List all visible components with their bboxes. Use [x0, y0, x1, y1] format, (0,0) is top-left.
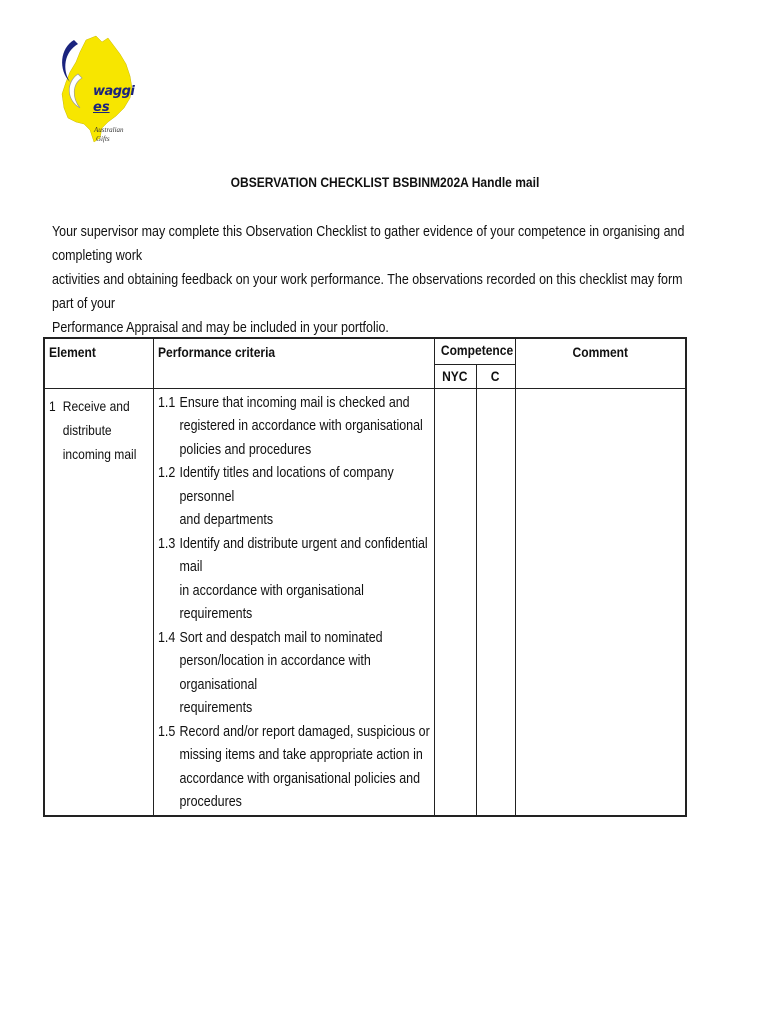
header-comment: Comment [515, 338, 686, 388]
element-line: incoming mail [62, 445, 137, 462]
header-nyc: NYC [434, 364, 476, 388]
logo-brand-line1: waggi [93, 84, 135, 99]
criteria-item: 1.3 Identify and distribute urgent and confidential mail in accordance with organisational requirements [157, 535, 428, 622]
criteria-item: 1.4 Sort and despatch mail to nominated person/location in accordance with organisational requirements [157, 629, 383, 716]
observation-checklist-table [43, 337, 687, 817]
logo-tagline-line1: Australian [94, 126, 124, 134]
intro-line: activities and obtaining feedback on your work performance. The observations recorded on this checklist may form part of your [52, 272, 683, 312]
criteria-item: 1.1 Ensure that incoming mail is checked and registered in accordance with organisational policies and procedures [157, 394, 423, 458]
nyc-checkbox-cell[interactable] [434, 388, 476, 816]
criteria-list [154, 389, 434, 815]
header-element: Element [44, 338, 153, 388]
element-cell [44, 388, 153, 816]
intro-paragraph [52, 220, 688, 340]
company-logo [56, 34, 136, 149]
header-competence: Competence [434, 338, 515, 364]
document-title: OBSERVATION CHECKLIST BSBINM202A Handle mail [230, 174, 540, 190]
element-line: Receive and [62, 397, 130, 414]
intro-line: Performance Appraisal and may be included in your portfolio. [52, 320, 389, 336]
header-c: C [476, 364, 515, 388]
intro-line: Your supervisor may complete this Observation Checklist to gather evidence of your competence in organising and completing work [52, 224, 685, 264]
c-checkbox-cell[interactable] [476, 388, 515, 816]
criteria-cell [153, 388, 434, 816]
criteria-item: 1.2 Identify titles and locations of company personnel and departments [157, 465, 394, 528]
logo-tagline-line2: Gifts [96, 135, 110, 143]
comment-cell[interactable] [515, 388, 686, 816]
element-line: distribute [62, 421, 112, 438]
logo-brand-line2: es [93, 100, 110, 115]
header-performance-criteria: Performance criteria [153, 338, 434, 388]
criteria-item: 1.5 Record and/or report damaged, suspicious or missing items and take appropriate action in accordance with organisational policies and procedures [157, 723, 430, 810]
element-number: 1 [49, 397, 56, 414]
